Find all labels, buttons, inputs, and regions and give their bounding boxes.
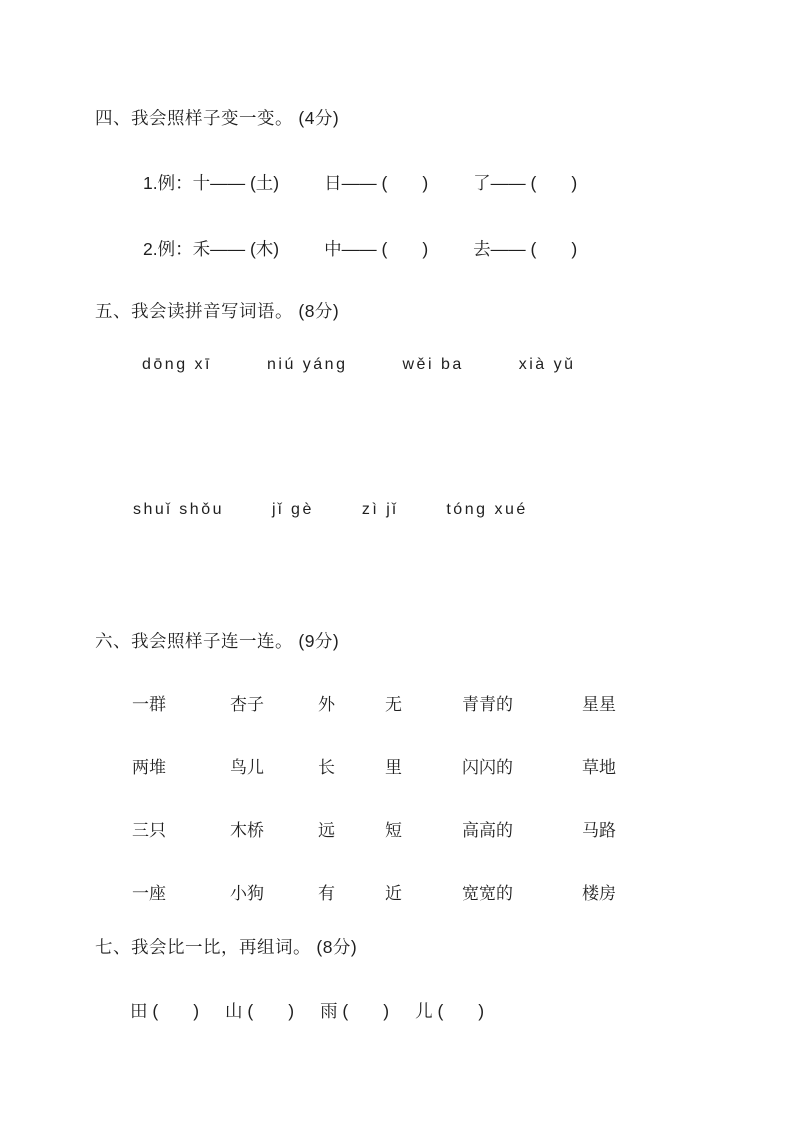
match-cell: 一座 <box>132 884 166 903</box>
match-cell: 高高的 <box>462 821 513 840</box>
match-cell: 鸟儿 <box>230 758 264 777</box>
match-cell: 木桥 <box>230 821 264 840</box>
pinyin-word: xià yǔ <box>518 356 576 373</box>
match-cell: 楼房 <box>582 884 616 903</box>
pinyin-word: zì jǐ <box>361 501 399 518</box>
blank-pair: 日—— ( ) <box>324 173 429 193</box>
match-cell: 青青的 <box>462 695 513 714</box>
match-cell: 有 <box>318 884 335 903</box>
section-5-heading: 五、我会读拼音写词语。 (8分) <box>95 301 340 321</box>
word-blank: 雨 ( ) <box>320 1001 390 1021</box>
blank-pair: 中—— ( ) <box>324 239 429 259</box>
pinyin-word: dōng xī <box>142 356 212 373</box>
match-cell: 里 <box>385 758 402 777</box>
section-4-heading: 四、我会照样子变一变。 (4分) <box>95 108 340 128</box>
match-cell: 草地 <box>582 758 616 777</box>
match-cell: 短 <box>385 821 402 840</box>
match-cell: 闪闪的 <box>462 758 513 777</box>
word-blank: 田 ( ) <box>130 1001 200 1021</box>
match-cell: 星星 <box>582 695 616 714</box>
blank-pair: 去—— ( ) <box>473 239 578 259</box>
match-cell: 小狗 <box>230 884 264 903</box>
match-cell: 马路 <box>582 821 616 840</box>
pinyin-word: jǐ gè <box>272 501 314 518</box>
matching-grid <box>132 690 616 903</box>
pinyin-row-2 <box>133 501 528 519</box>
pinyin-word: tóng xué <box>446 501 528 518</box>
match-cell: 宽宽的 <box>462 884 513 903</box>
pinyin-word: niú yáng <box>266 356 348 373</box>
match-cell: 近 <box>385 884 402 903</box>
pinyin-row-1 <box>142 356 576 374</box>
match-cell: 一群 <box>132 695 166 714</box>
section-7-word-row <box>130 998 484 1023</box>
match-cell: 长 <box>318 758 335 777</box>
pinyin-word: wěi ba <box>402 356 464 373</box>
section-7-heading: 七、我会比一比，再组词。 (8分) <box>95 937 358 957</box>
section-4-item-2 <box>143 236 577 261</box>
match-cell: 两堆 <box>132 758 166 777</box>
section-4-item-1 <box>143 170 577 195</box>
match-cell: 三只 <box>132 821 166 840</box>
word-blank: 儿 ( ) <box>415 1001 485 1021</box>
match-cell: 远 <box>318 821 335 840</box>
match-cell: 外 <box>318 695 335 714</box>
blank-pair: 了—— ( ) <box>473 173 578 193</box>
match-cell: 无 <box>385 695 402 714</box>
pinyin-word: shuǐ shǒu <box>133 501 224 518</box>
section-6-heading: 六、我会照样子连一连。 (9分) <box>95 631 340 651</box>
example-pair: 2.例：禾—— (木) <box>143 239 280 259</box>
match-cell: 杏子 <box>230 695 264 714</box>
example-pair: 1.例：十—— (土) <box>143 173 280 193</box>
word-blank: 山 ( ) <box>225 1001 295 1021</box>
